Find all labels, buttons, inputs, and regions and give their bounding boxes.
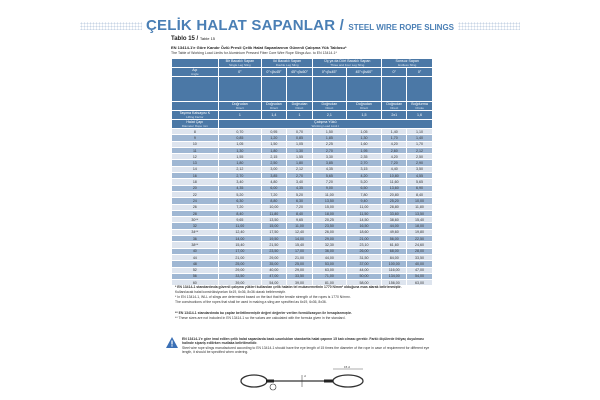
table-cell: 3,00 bbox=[262, 166, 287, 172]
table-cell: 7,20 bbox=[286, 204, 312, 210]
footnote: Kullanılacak halat konstrüksiyonları 6x19, 6x36, 8x36 olarak belirlenmiştir. bbox=[175, 290, 286, 294]
table-cell: 1,55 bbox=[218, 154, 261, 160]
svg-text:d: d bbox=[304, 374, 306, 378]
table-cell: 1,05 bbox=[346, 129, 382, 135]
table-cell: 20,25 bbox=[313, 217, 346, 223]
table-cell: 4,35 bbox=[313, 166, 346, 172]
table-cell: 1,80 bbox=[218, 160, 261, 166]
corner-cell bbox=[172, 59, 219, 68]
table-cell: 5,20 bbox=[346, 179, 382, 185]
factor-cell: 1 bbox=[218, 111, 261, 120]
group-header: İki Bacaklı Sapan Double Leg Sling bbox=[262, 59, 313, 68]
table-cell: 6,90 bbox=[407, 185, 433, 191]
table-cell: 5,65 bbox=[407, 179, 433, 185]
table-cell: 28,80 bbox=[382, 204, 407, 210]
sling-diagram-icon bbox=[407, 77, 433, 102]
table-cell: 11,50 bbox=[346, 210, 382, 216]
table-cell: 33,50 bbox=[407, 254, 433, 260]
table-cell: 0,95 bbox=[262, 129, 287, 135]
table-cell: 1,40 bbox=[382, 129, 407, 135]
table-cell: 4,80 bbox=[262, 179, 287, 185]
table-cell: 8 bbox=[172, 129, 219, 135]
table-cell: 8,40 bbox=[218, 210, 261, 216]
table-cell: 2,12 bbox=[407, 147, 433, 153]
wll-label: Çalışma Yükü Working Load Limit t bbox=[218, 120, 432, 129]
table-cell: 10 bbox=[172, 141, 219, 147]
table-cell: 15,40 bbox=[407, 217, 433, 223]
table-cell: 60 bbox=[172, 280, 219, 286]
table-cell: 15,40 bbox=[286, 242, 312, 248]
table-cell: 3,85 bbox=[313, 160, 346, 166]
table-cell: 13,60 bbox=[382, 185, 407, 191]
group-header: Bir Bacaklı Sapan Single Leg Sling bbox=[218, 59, 261, 68]
mode-cell: Doğrudan Direct bbox=[382, 102, 407, 111]
table-cell: 23,50 bbox=[262, 248, 287, 254]
table-cell: 54,00 bbox=[407, 273, 433, 279]
table-cell: 7,20 bbox=[382, 160, 407, 166]
factor-cell: 2x1 bbox=[382, 111, 407, 120]
wll-table bbox=[171, 58, 433, 286]
page-title bbox=[0, 17, 600, 35]
table-cell: 2,60 bbox=[382, 147, 407, 153]
wire-rope-sling-diagram bbox=[240, 363, 365, 393]
table-cell: 3,40 bbox=[218, 179, 261, 185]
table-cell: 16,50 bbox=[346, 223, 382, 229]
table-cell: 47,00 bbox=[262, 273, 287, 279]
table-cell: 18 bbox=[172, 179, 219, 185]
table-cell: 7,80 bbox=[346, 191, 382, 197]
table-cell: 36 bbox=[172, 236, 219, 242]
table-cell: 0,70 bbox=[286, 129, 312, 135]
angle-cell: 0°<β≤45° bbox=[313, 68, 346, 77]
table-cell: 1,50 bbox=[262, 141, 287, 147]
table-cell: 12,40 bbox=[218, 229, 261, 235]
table-cell: 18,60 bbox=[346, 229, 382, 235]
table-cell: 3,15 bbox=[346, 166, 382, 172]
table-cell: 12,40 bbox=[286, 229, 312, 235]
table-cell: 16 bbox=[172, 173, 219, 179]
table-cell: 23,50 bbox=[313, 223, 346, 229]
mode-cell: Boğdurma Choke bbox=[407, 102, 433, 111]
table-cell: 29,00 bbox=[262, 254, 287, 260]
table-cell: 5,65 bbox=[313, 173, 346, 179]
table-cell: 30** bbox=[172, 217, 219, 223]
table-cell: 2,70 bbox=[346, 160, 382, 166]
footnotes bbox=[175, 285, 435, 321]
table-cell: 10,80 bbox=[382, 173, 407, 179]
table-cell: 18,00 bbox=[313, 210, 346, 216]
table-cell: 38** bbox=[172, 242, 219, 248]
table-cell: 13,50 bbox=[407, 210, 433, 216]
table-cell: 17,50 bbox=[262, 229, 287, 235]
table-cell: 4,35 bbox=[286, 185, 312, 191]
table-cell: 2,12 bbox=[218, 166, 261, 172]
table-cell: 26,00 bbox=[346, 248, 382, 254]
table-cell: 1,30 bbox=[286, 147, 312, 153]
table-cell: 37,00 bbox=[346, 261, 382, 267]
table-cell: 33,50 bbox=[218, 273, 261, 279]
table-cell: 49,60 bbox=[382, 229, 407, 235]
table-cell: 47,00 bbox=[407, 267, 433, 273]
table-cell: 1,10 bbox=[407, 129, 433, 135]
table-cell: 13,50 bbox=[262, 217, 287, 223]
table-cell: 17,00 bbox=[218, 248, 261, 254]
angle-cell: 0° bbox=[407, 68, 433, 77]
sling-diagram-icon bbox=[262, 77, 287, 102]
table-cell: 11,60 bbox=[382, 179, 407, 185]
table-cell: 8,80 bbox=[262, 198, 287, 204]
sling-diagram-icon bbox=[346, 77, 382, 102]
caption-tr: EN 13414-1'e Göre Kandır Özlü Presli Çelik Halat Sapanlarının Güvenli Çalışma Yük Tablosu* bbox=[171, 45, 347, 50]
angle-cell: 45°<β≤60° bbox=[286, 68, 312, 77]
table-cell: 54,00 bbox=[262, 280, 287, 286]
table-cell: 11,80 bbox=[407, 204, 433, 210]
table-cell: 1,20 bbox=[262, 135, 287, 141]
table-cell: 9,40 bbox=[346, 198, 382, 204]
factor-label: Taşıma Katsayısı K Lifting Factor bbox=[172, 111, 219, 120]
table-number: Tablo 15 / Table 15 bbox=[171, 36, 216, 42]
table-cell: 156,00 bbox=[382, 280, 407, 286]
table-cell: 29,00 bbox=[218, 267, 261, 273]
table-cell: 24 bbox=[172, 198, 219, 204]
warning-triangle-icon bbox=[166, 337, 178, 348]
table-cell: 4,20 bbox=[346, 173, 382, 179]
mode-cell: Doğrudan Direct bbox=[313, 102, 346, 111]
table-cell: 7,20 bbox=[218, 204, 261, 210]
table-cell: 32,30 bbox=[313, 242, 346, 248]
table-cell: 25,00 bbox=[218, 261, 261, 267]
angle-label: Açı Angle bbox=[172, 68, 219, 77]
table-cell: 28 bbox=[172, 210, 219, 216]
table-cell: 8,40 bbox=[407, 191, 433, 197]
table-cell: 29,00 bbox=[313, 236, 346, 242]
title-en: STEEL WIRE ROPE SLINGS bbox=[348, 23, 455, 32]
table-cell: 13,50 bbox=[313, 198, 346, 204]
table-cell: 11 bbox=[172, 147, 219, 153]
mode-cell: Doğrudan Direct bbox=[346, 102, 382, 111]
table-cell: 23,10 bbox=[346, 242, 382, 248]
mode-label bbox=[172, 102, 219, 111]
footnote: * In EN 13414-1, WLL of slings are determined based on the fact that the tensile strength of the ropes is 1770 N/mm². bbox=[175, 295, 351, 299]
table-cell: 3,30 bbox=[313, 154, 346, 160]
table-cell: 5,20 bbox=[218, 191, 261, 197]
factor-cell: 1 bbox=[286, 111, 312, 120]
table-cell: 14,00 bbox=[286, 236, 312, 242]
table-cell: 2,12 bbox=[286, 166, 312, 172]
table-cell: 2,50 bbox=[262, 160, 287, 166]
table-cell: 9,65 bbox=[218, 217, 261, 223]
table-cell: 21,00 bbox=[286, 254, 312, 260]
table-cell: 4,35 bbox=[218, 185, 261, 191]
warning-text-tr: EN 13414-1'e göre imal edilen çelik halat sapanlarda bask uzunlukları standartta halat çapının 15 katı olması gerekir. Farklı ölçülerde ihtiyaç duyulması halinde sipariş edilirken mutlaka belirtilmelidir. bbox=[182, 337, 424, 346]
table-cell: 5,20 bbox=[286, 191, 312, 197]
table-cell: 2,70 bbox=[218, 173, 261, 179]
mode-cell: Doğrudan Direct bbox=[262, 102, 287, 111]
table-cell: 6,30 bbox=[218, 198, 261, 204]
table-cell: 11,00 bbox=[286, 223, 312, 229]
table-cell: 1,55 bbox=[286, 154, 312, 160]
table-cell: 71,00 bbox=[313, 273, 346, 279]
table-cell: 9,00 bbox=[313, 185, 346, 191]
title-tr: ÇELİK HALAT SAPANLAR bbox=[145, 17, 336, 34]
table-cell: 21,00 bbox=[218, 254, 261, 260]
angle-cell: 45°<β≤60° bbox=[346, 68, 382, 77]
table-cell: 44,00 bbox=[313, 254, 346, 260]
table-cell: 12 bbox=[172, 154, 219, 160]
table-cell: 63,00 bbox=[313, 267, 346, 273]
table-cell: 20,80 bbox=[382, 191, 407, 197]
table-cell: 32 bbox=[172, 223, 219, 229]
table-cell: 6,50 bbox=[346, 185, 382, 191]
table-cell: 26 bbox=[172, 204, 219, 210]
group-header: Üç ya da Dört Bacaklı Sapan Three and Four Leg Sling bbox=[313, 59, 382, 68]
table-cell: 4,55 bbox=[407, 173, 433, 179]
angle-cell: 0° bbox=[218, 68, 261, 77]
sling-diagram-icon bbox=[313, 77, 346, 102]
table-cell: 58,00 bbox=[346, 280, 382, 286]
table-cell: 21,00 bbox=[346, 236, 382, 242]
table-cell: 1,05 bbox=[286, 141, 312, 147]
table-cell: 3,40 bbox=[286, 179, 312, 185]
table-cell: 44 bbox=[172, 254, 219, 260]
sling-diagram-icon bbox=[382, 77, 407, 102]
table-cell: 134,00 bbox=[382, 273, 407, 279]
table-cell: 1,30 bbox=[346, 135, 382, 141]
footnote: * EN 13414-1 standardında güvenli çalışma yükleri kullanılan çelik halatın tel mukavemetinin 1770 N/mm² olduğuna esas alarak belirlenmiştir. bbox=[175, 285, 402, 289]
table-cell: 18,00 bbox=[407, 223, 433, 229]
table-cell: 25,20 bbox=[382, 198, 407, 204]
table-cell: 14 bbox=[172, 166, 219, 172]
table-cell: 40 bbox=[172, 248, 219, 254]
title-separator: / bbox=[335, 17, 349, 34]
table-cell: 22,50 bbox=[407, 236, 433, 242]
table-cell: 44,00 bbox=[346, 267, 382, 273]
factor-cell: 1,6 bbox=[407, 111, 433, 120]
footnote: The constructions of the ropes that shall be used in making a sling are specified as 6x19, 6x36, 8x36. bbox=[175, 300, 327, 304]
table-cell: 14,00 bbox=[218, 236, 261, 242]
table-cell: 1,80 bbox=[262, 147, 287, 153]
table-cell: 3,50 bbox=[407, 166, 433, 172]
table-cell: 19,50 bbox=[262, 236, 287, 242]
table-cell: 1,50 bbox=[313, 129, 346, 135]
svg-text:15 d: 15 d bbox=[344, 365, 350, 369]
table-cell: 26,00 bbox=[313, 229, 346, 235]
table-cell: 1,05 bbox=[218, 141, 261, 147]
table-cell: 10,00 bbox=[407, 198, 433, 204]
footnote: ** EN 13414-1 standardında bu çaplar belirtilmemiştir değeri değerler verilen formülizasyon ile hesaplanmıştır. bbox=[175, 311, 352, 315]
table-cell: 2,35 bbox=[346, 154, 382, 160]
table-cell: 3,85 bbox=[262, 173, 287, 179]
table-cell: 44,00 bbox=[382, 223, 407, 229]
table-cell: 2,90 bbox=[407, 160, 433, 166]
factor-cell: 1,5 bbox=[346, 111, 382, 120]
table-cell: 17,00 bbox=[286, 248, 312, 254]
table-cell: 7,20 bbox=[262, 191, 287, 197]
table-cell: 11,00 bbox=[313, 191, 346, 197]
table-cell: 100,00 bbox=[382, 261, 407, 267]
table-cell: 56,00 bbox=[382, 236, 407, 242]
diagram-label-cell bbox=[172, 77, 219, 102]
table-cell: 1,30 bbox=[218, 147, 261, 153]
sling-diagram-icon bbox=[218, 77, 261, 102]
table-cell: 11,00 bbox=[346, 204, 382, 210]
table-cell: 29,00 bbox=[286, 267, 312, 273]
table-cell: 52 bbox=[172, 267, 219, 273]
table-cell: 0,70 bbox=[218, 129, 261, 135]
footnote: ** These sizes are not included in EN 13414-1 so the values are calculated with the formula given in the standard. bbox=[175, 316, 346, 320]
table-cell: 24,60 bbox=[407, 242, 433, 248]
table-cell: 20 bbox=[172, 185, 219, 191]
table-cell: 4,20 bbox=[382, 141, 407, 147]
mode-cell: Doğrudan Direct bbox=[218, 102, 261, 111]
table-cell: 2,70 bbox=[313, 147, 346, 153]
table-cell: 8,40 bbox=[286, 210, 312, 216]
table-cell: 1,80 bbox=[286, 160, 312, 166]
table-cell: 40,00 bbox=[407, 261, 433, 267]
table-cell: 11,80 bbox=[262, 210, 287, 216]
table-cell: 50,00 bbox=[346, 273, 382, 279]
table-cell: 4,40 bbox=[382, 166, 407, 172]
table-cell: 1,40 bbox=[407, 135, 433, 141]
table-cell: 35,00 bbox=[262, 261, 287, 267]
factor-cell: 1,4 bbox=[262, 111, 287, 120]
table-cell: 1,85 bbox=[313, 135, 346, 141]
angle-cell: 0° bbox=[382, 68, 407, 77]
group-header: Sonsuz Sapan Endless Sling bbox=[382, 59, 433, 68]
table-cell: 1,70 bbox=[407, 141, 433, 147]
table-cell: 48 bbox=[172, 261, 219, 267]
table-cell: 39,00 bbox=[286, 280, 312, 286]
table-cell: 84,00 bbox=[382, 254, 407, 260]
sling-diagram-icon bbox=[286, 77, 312, 102]
table-cell: 33,60 bbox=[382, 210, 407, 216]
table-cell: 22 bbox=[172, 191, 219, 197]
table-cell: 0,85 bbox=[218, 135, 261, 141]
factor-cell: 2,1 bbox=[313, 111, 346, 120]
caption-en: The Table of Working Load Limits for Aluminium Pressed Fiber Core Wire Rope Slings Acc. to EN 13414-1* bbox=[171, 51, 337, 55]
table-cell: 40,00 bbox=[262, 267, 287, 273]
table-cell: 68,00 bbox=[382, 248, 407, 254]
table-cell: 1,60 bbox=[346, 141, 382, 147]
table-cell: 9,65 bbox=[286, 217, 312, 223]
table-cell: 7,20 bbox=[313, 179, 346, 185]
decorative-dots-left bbox=[80, 22, 142, 30]
table-cell: 2,15 bbox=[262, 154, 287, 160]
warning-text bbox=[182, 337, 432, 355]
table-cell: 6,30 bbox=[286, 198, 312, 204]
table-cell: 34** bbox=[172, 229, 219, 235]
table-cell: 33,50 bbox=[286, 273, 312, 279]
decorative-dots-right bbox=[458, 22, 520, 30]
table-cell: 15,00 bbox=[313, 204, 346, 210]
table-cell: 19,80 bbox=[407, 229, 433, 235]
table-cell: 28,00 bbox=[407, 248, 433, 254]
table-cell: 13 bbox=[172, 160, 219, 166]
warning-text-en: Steel wire rope slings manufactured according to EN 13414-1 should have the eye length of 15 times the diameter of the rope in case of requirement for different eye length, it should be specified when ordering. bbox=[182, 345, 430, 355]
table-cell: 61,60 bbox=[382, 242, 407, 248]
table-cell: 25,00 bbox=[286, 261, 312, 267]
table-cell: 15,40 bbox=[218, 242, 261, 248]
table-cell: 116,00 bbox=[382, 267, 407, 273]
table-cell: 31,50 bbox=[346, 254, 382, 260]
table-cell: 63,00 bbox=[407, 280, 433, 286]
table-cell: 81,00 bbox=[313, 280, 346, 286]
table-cell: 15,00 bbox=[262, 223, 287, 229]
table-cell: 21,50 bbox=[262, 242, 287, 248]
table-cell: 2,50 bbox=[407, 154, 433, 160]
diameter-label: Halat Çapı Diameter Rope mm bbox=[172, 120, 219, 129]
mode-cell: Doğrudan Direct bbox=[286, 102, 312, 111]
table-cell: 9 bbox=[172, 135, 219, 141]
table-cell: 10,00 bbox=[262, 204, 287, 210]
table-cell: 36,00 bbox=[313, 248, 346, 254]
table-cell: 53,00 bbox=[313, 261, 346, 267]
table-cell: 2,70 bbox=[286, 173, 312, 179]
table-cell: 14,50 bbox=[346, 217, 382, 223]
table-cell: 1,70 bbox=[382, 135, 407, 141]
table-cell: 2,25 bbox=[313, 141, 346, 147]
table-cell: 0,85 bbox=[286, 135, 312, 141]
table-cell: 38,60 bbox=[382, 217, 407, 223]
table-cell: 6,00 bbox=[262, 185, 287, 191]
table-cell: 11,00 bbox=[218, 223, 261, 229]
table-cell: 4,20 bbox=[382, 154, 407, 160]
table-cell: 56 bbox=[172, 273, 219, 279]
table-cell: 39,00 bbox=[218, 280, 261, 286]
table-cell: 1,95 bbox=[346, 147, 382, 153]
angle-cell: 0°<β≤45° bbox=[262, 68, 287, 77]
